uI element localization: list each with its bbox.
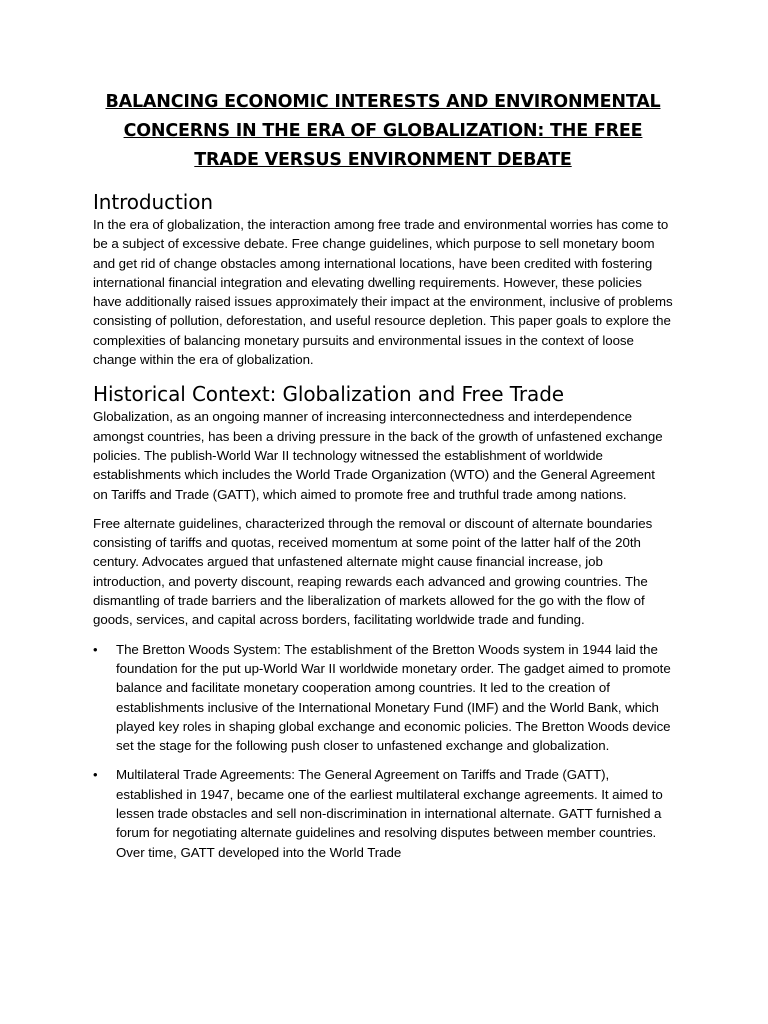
bullet-icon: •: [93, 767, 98, 783]
list-item-text: The Bretton Woods System: The establishment of the Bretton Woods system in 1944 laid the foundation for the put up-World War II worldwide monetary order. The gadget aimed to promote balance and facilitate monetary cooperation among countries. It led to the creation of establishments inclusive of the International Monetary Fund (IMF) and the World Bank, which played key roles in shaping global exchange and economic policies. The Bretton Woods device set the stage for the following push closer to unfastened exchange and globalization.: [116, 641, 671, 754]
list-item-text: Multilateral Trade Agreements: The General Agreement on Tariffs and Trade (GATT), established in 1947, became one of the earliest multilateral exchange agreements. It aimed to lessen trade obstacles and sell non-discrimination in international alternate. GATT furnished a forum for negotiating alternate guidelines and resolving disputes between member countries. Over time, GATT developed into the World Trade: [116, 767, 663, 860]
historical-context-paragraph-1: Globalization, as an ongoing manner of increasing interconnectedness and interdependence amongst countries, has been a driving pressure in the back of the growth of unfastened exchange policies. The publish-World War II technology witnessed the establishment of worldwide establishments which includes the World Trade Organization (WTO) and the General Agreement on Tariffs and Trade (GATT), which aimed to promote free and truthful trade among nations.: [93, 409, 663, 502]
bullet-icon: •: [93, 641, 98, 657]
list-item: [93, 640, 673, 756]
historical-context-heading: Historical Context: Globalization and Free Trade: [93, 382, 565, 407]
document-page: [93, 88, 673, 872]
list-item: [93, 765, 673, 861]
historical-context-paragraph-2: Free alternate guidelines, characterized through the removal or discount of alternate boundaries consisting of tariffs and quotas, received momentum at some point of the latter half of the 20th century. Advocates argued that unfastened alternate might cause financial increase, job introduction, and poverty discount, reaping rewards each advanced and growing countries. The dismantling of trade barriers and the liberalization of markets allowed for the go with the flow of goods, services, and capital across borders, facilitating worldwide trade and funding.: [93, 515, 653, 628]
introduction-paragraph: In the era of globalization, the interaction among free trade and environmental worries has come to be a subject of excessive debate. Free change guidelines, which purpose to sell monetary boom and get rid of change obstacles among international locations, have been credited with fostering international financial integration and elevating dwelling requirements. However, these policies have additionally raised issues approximately their impact at the environment, inclusive of problems consisting of pollution, deforestation, and useful resource depletion. This paper goals to explore the complexities of balancing monetary pursuits and environmental issues in the context of loose change within the era of globalization.: [93, 217, 673, 368]
introduction-heading: Introduction: [93, 190, 213, 214]
document-title: BALANCING ECONOMIC INTERESTS AND ENVIRONMENTAL CONCERNS IN THE ERA OF GLOBALIZATION: THE FREE TRADE VERSUS ENVIRONMENT DEBATE: [105, 92, 661, 170]
bullet-list: [93, 640, 673, 862]
